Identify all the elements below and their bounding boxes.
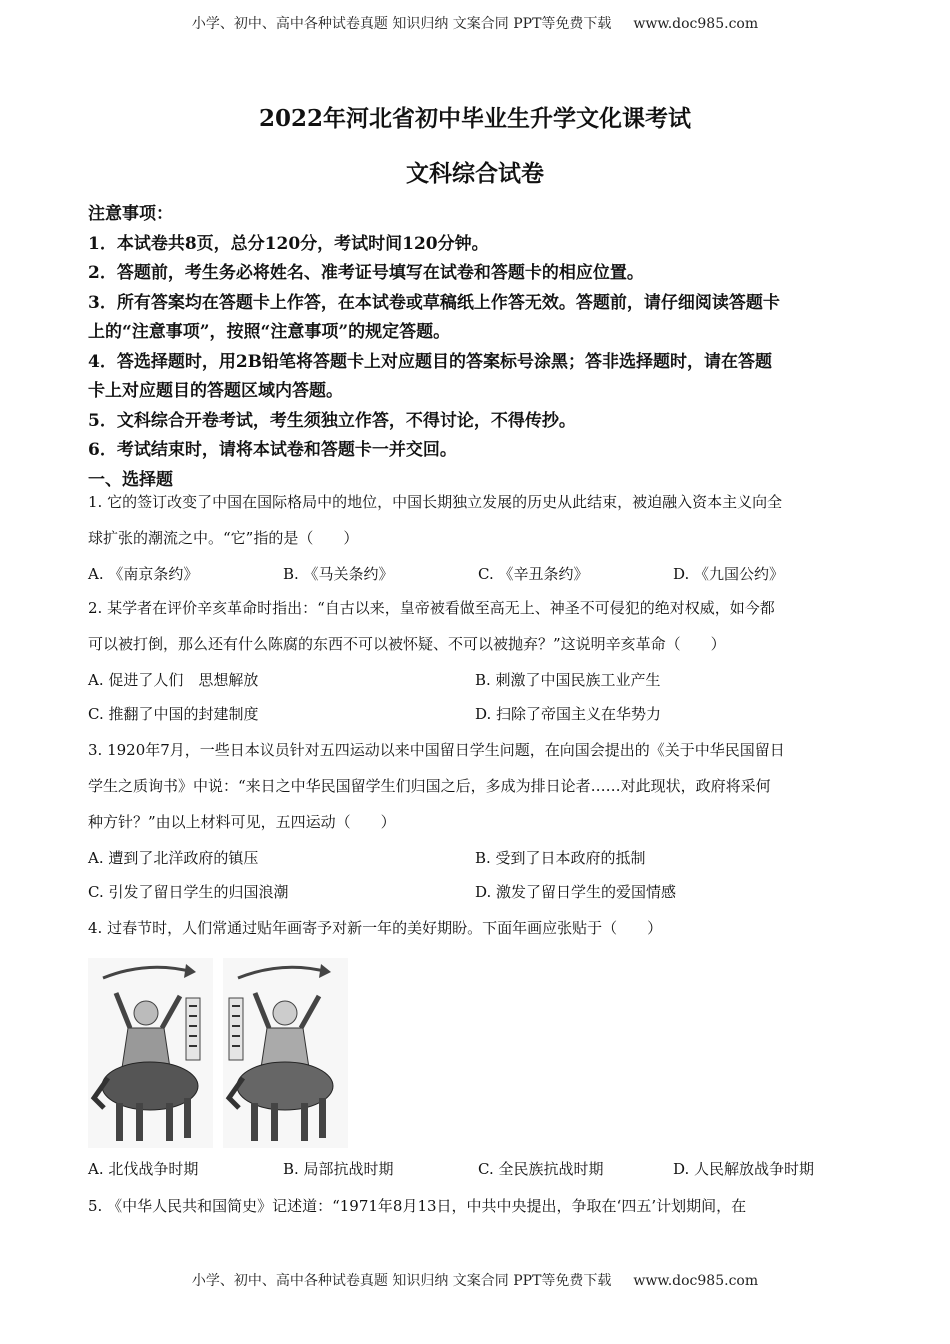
options-row — [88, 696, 868, 730]
option-b: B. 局部抗战时期 — [283, 1159, 394, 1178]
option-b: B. 《马关条约》 — [283, 564, 394, 583]
new-year-painting-right — [223, 958, 348, 1148]
question-1 — [88, 484, 868, 590]
note-item: 2．答题前，考生务必将姓名、准考证号填写在试卷和答题卡的相应位置。 — [88, 263, 644, 283]
section-heading: 一、选择题 — [88, 469, 173, 490]
question-text: 种方针？”由以上材料可见，五四运动（ ） — [88, 813, 396, 831]
exam-title: 2022年河北省初中毕业生升学文化课考试 — [258, 105, 691, 132]
option-a: A. 遭到了北洋政府的镇压 — [88, 848, 259, 867]
options-row — [88, 556, 868, 590]
footer-text: 小学、初中、高中各种试卷真题 知识归纳 文案合同 PPT等免费下载 — [191, 1273, 612, 1289]
exam-subtitle: 文科综合试卷 — [406, 160, 544, 187]
option-d: D. 激发了留日学生的爱国情感 — [475, 882, 677, 901]
header-site-link[interactable]: www.doc985.com — [633, 16, 759, 32]
option-c: C. 推翻了中国的封建制度 — [88, 704, 259, 723]
option-c: C. 引发了留日学生的归国浪潮 — [88, 882, 289, 901]
note-item: 3．所有答案均在答题卡上作答，在本试卷或草稿纸上作答无效。答题前，请仔细阅读答题卡 — [88, 292, 780, 313]
question-text: 球扩张的潮流之中。“它”指的是（ ） — [88, 529, 359, 547]
question-3 — [88, 732, 868, 908]
notes-heading: 注意事项： — [88, 204, 173, 224]
option-b: B. 刺激了中国民族工业产生 — [475, 670, 661, 689]
option-b: B. 受到了日本政府的抵制 — [475, 848, 646, 867]
note-item: 上的“注意事项”，按照“注意事项”的规定答题。 — [88, 322, 451, 342]
note-item: 5．文科综合开卷考试，考生须独立作答，不得讨论，不得传抄。 — [88, 410, 576, 431]
question-text: 学生之质询书》中说：“来日之中华民国留学生们归国之后，多成为排日论者……对此现状，政府将采何 — [88, 777, 771, 795]
note-item: 1．本试卷共8页，总分120分，考试时间120分钟。 — [88, 233, 489, 254]
question-5 — [88, 1188, 868, 1224]
question-2 — [88, 590, 868, 730]
page-footer — [0, 1270, 950, 1290]
option-d: D. 扫除了帝国主义在华势力 — [475, 704, 662, 723]
option-c: C. 全民族抗战时期 — [478, 1159, 604, 1178]
note-item: 卡上对应题目的答题区域内答题。 — [88, 381, 343, 401]
option-a: A. 《南京条约》 — [88, 564, 199, 583]
new-year-painting-left — [88, 958, 213, 1148]
option-a: A. 促进了人们 思想解放 — [88, 670, 259, 689]
options-row — [88, 874, 868, 908]
note-item: 4．答选择题时，用2B铅笔将答题卡上对应题目的答案标号涂黑；答非选择题时，请在答题 — [88, 351, 773, 372]
question-text: 4. 过春节时，人们常通过贴年画寄予对新一年的美好期盼。下面年画应张贴于（ ） — [88, 919, 663, 937]
page-header — [0, 13, 950, 33]
question-text: 可以被打倒，那么还有什么陈腐的东西不可以被怀疑、不可以被抛弃？”这说明辛亥革命（ ） — [88, 635, 726, 653]
header-text: 小学、初中、高中各种试卷真题 知识归纳 文案合同 PPT等免费下载 — [191, 16, 612, 32]
question-text: 1. 它的签订改变了中国在国际格局中的地位，中国长期独立发展的历史从此结束，被迫融入资本主义向全 — [88, 493, 783, 511]
options-row — [88, 662, 868, 696]
options-row — [88, 840, 868, 874]
question-text: 2. 某学者在评价辛亥革命时指出：“自古以来，皇帝被看做至高无上、神圣不可侵犯的绝对权威，如今都 — [88, 599, 775, 617]
new-year-paintings — [88, 946, 868, 1151]
option-d: D. 人民解放战争时期 — [673, 1159, 815, 1178]
option-c: C. 《辛丑条约》 — [478, 564, 589, 583]
notes-section — [88, 200, 868, 495]
note-item: 6．考试结束时，请将本试卷和答题卡一并交回。 — [88, 440, 457, 460]
question-4 — [88, 910, 868, 1185]
footer-site-link[interactable]: www.doc985.com — [633, 1273, 759, 1289]
question-text: 5. 《中华人民共和国简史》记述道：“1971年8月13日，中共中央提出，争取在‘四五’计划期间，在 — [88, 1197, 747, 1215]
option-d: D. 《九国公约》 — [673, 564, 785, 583]
option-a: A. 北伐战争时期 — [88, 1159, 199, 1178]
options-row — [88, 1151, 868, 1185]
question-text: 3. 1920年7月，一些日本议员针对五四运动以来中国留日学生问题，在向国会提出的《关于中华民国留日 — [88, 741, 785, 759]
